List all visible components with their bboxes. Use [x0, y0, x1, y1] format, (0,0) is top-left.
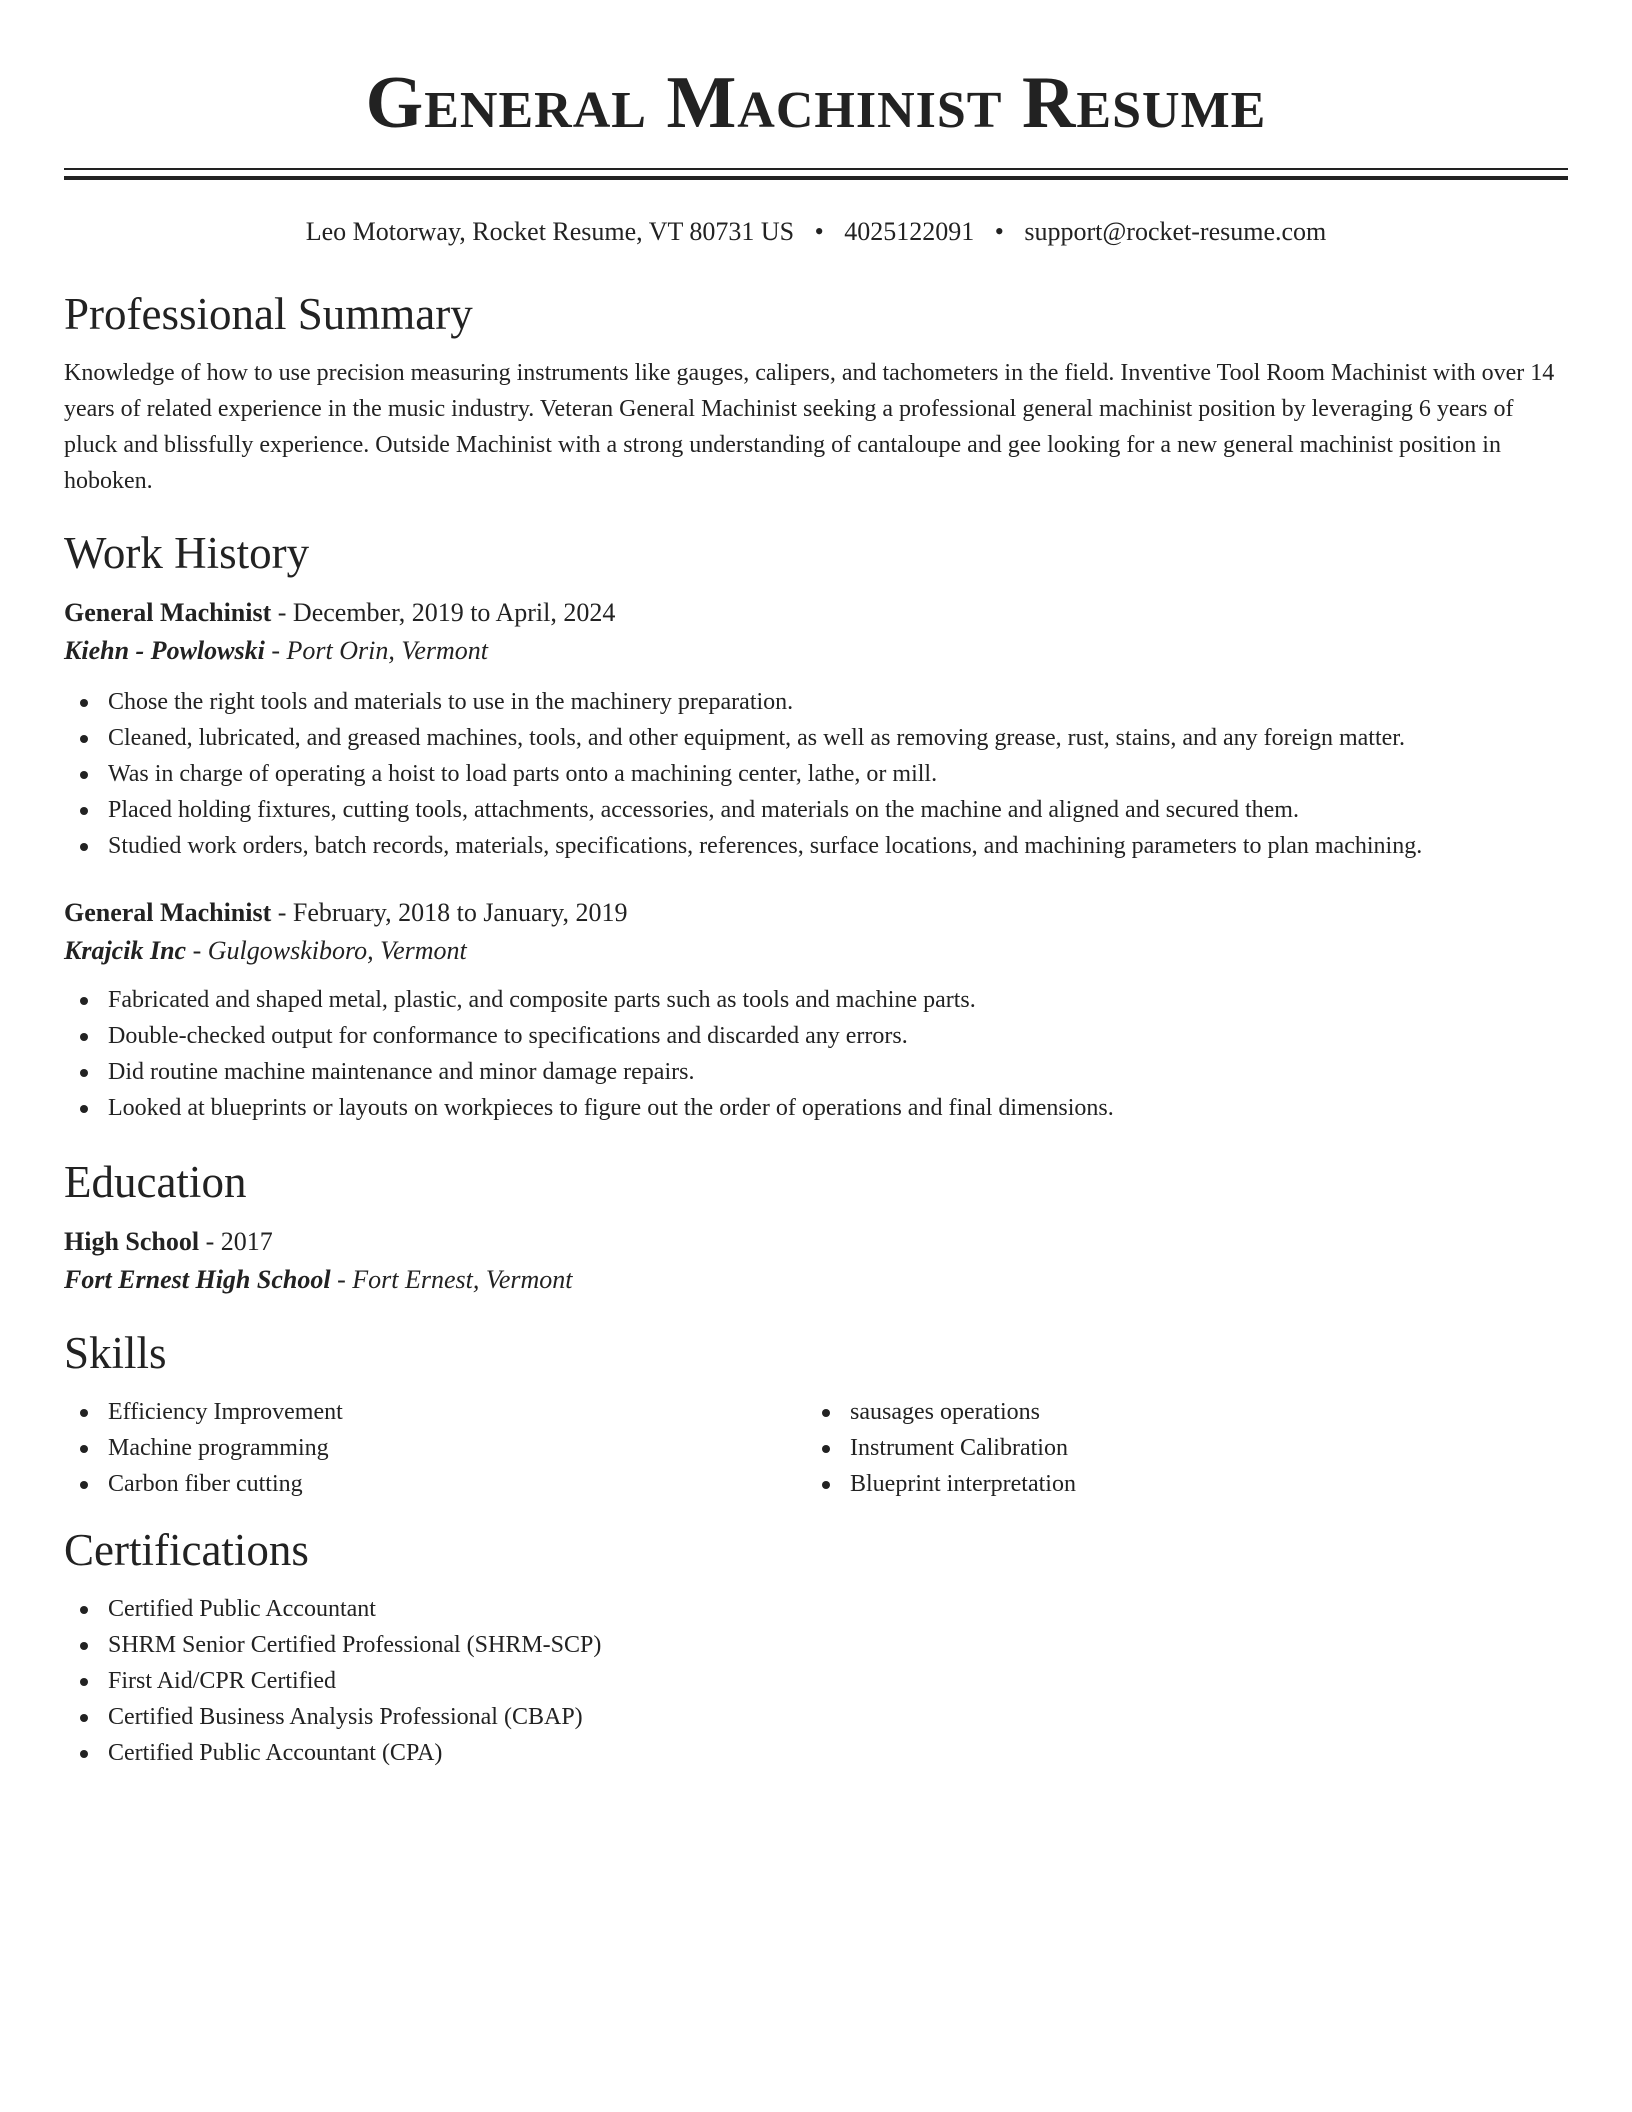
- list-item: Certified Public Accountant (CPA): [64, 1735, 1568, 1771]
- education-school-line: [64, 1261, 1568, 1299]
- list-item: Placed holding fixtures, cutting tools, attachments, accessories, and materials on the machine and aligned and secured them.: [64, 792, 1568, 828]
- job-location: - Gulgowskiboro, Vermont: [186, 936, 467, 965]
- job-entry: [64, 594, 1568, 864]
- job-company-line: [64, 932, 1568, 970]
- education-degree: High School: [64, 1227, 200, 1256]
- education-school: Fort Ernest High School: [64, 1265, 331, 1294]
- list-item: Was in charge of operating a hoist to load parts onto a machining center, lathe, or mill.: [64, 756, 1568, 792]
- list-item: SHRM Senior Certified Professional (SHRM-SCP): [64, 1627, 1568, 1663]
- job-dates: - February, 2018 to January, 2019: [271, 898, 628, 927]
- skills-list-right: [806, 1394, 1548, 1502]
- list-item: Instrument Calibration: [806, 1430, 1548, 1466]
- list-item: Cleaned, lubricated, and greased machines, tools, and other equipment, as well as removing grease, rust, stains, and any foreign matter.: [64, 720, 1568, 756]
- contact-email: support@rocket-resume.com: [1024, 217, 1327, 246]
- work-history-heading: Work History: [64, 528, 310, 578]
- list-item: Carbon fiber cutting: [64, 1466, 806, 1502]
- education-entry: [64, 1223, 1568, 1299]
- list-item: Blueprint interpretation: [806, 1466, 1548, 1502]
- job-title: General Machinist: [64, 898, 272, 927]
- list-item: Studied work orders, batch records, materials, specifications, references, surface locations, and machining parameters to plan machining.: [64, 828, 1568, 864]
- job-entry: [64, 894, 1568, 1126]
- list-item: Certified Business Analysis Professional (CBAP): [64, 1699, 1568, 1735]
- list-item: First Aid/CPR Certified: [64, 1663, 1568, 1699]
- job-company-line: [64, 632, 1568, 670]
- education-location: - Fort Ernest, Vermont: [330, 1265, 573, 1294]
- list-item: Did routine machine maintenance and minor damage repairs.: [64, 1054, 1568, 1090]
- page-title: General Machinist Resume: [365, 62, 1267, 144]
- summary-text: Knowledge of how to use precision measuring instruments like gauges, calipers, and tachometers in the field. Inventive Tool Room Machinist with over 14 years of related experience in the music industry. Veteran General Machinist seeking a professional general machinist position by leveraging 6 years of pluck and blissfully experience. Outside Machinist with a strong understanding of cantaloupe and gee looking for a new general machinist position in hoboken.: [64, 360, 1555, 494]
- contact-separator: •: [994, 217, 1004, 246]
- list-item: Double-checked output for conformance to specifications and discarded any errors.: [64, 1018, 1568, 1054]
- education-degree-line: [64, 1223, 1568, 1261]
- skills-list-left: [64, 1394, 806, 1502]
- list-item: Efficiency Improvement: [64, 1394, 806, 1430]
- job-title-line: [64, 594, 1568, 632]
- certifications-heading: Certifications: [64, 1525, 309, 1575]
- list-item: Looked at blueprints or layouts on workpieces to figure out the order of operations and final dimensions.: [64, 1090, 1568, 1126]
- education-heading: Education: [64, 1157, 247, 1207]
- title-divider: [64, 168, 1568, 180]
- skills-grid: [64, 1394, 1568, 1502]
- job-duties-list: [64, 684, 1568, 864]
- job-location: - Port Orin, Vermont: [264, 636, 488, 665]
- skills-heading: Skills: [64, 1328, 167, 1378]
- education-year: - 2017: [199, 1227, 273, 1256]
- contact-phone: 4025122091: [844, 217, 975, 246]
- list-item: Machine programming: [64, 1430, 806, 1466]
- job-title-line: [64, 894, 1568, 932]
- divider-line-thin: [64, 168, 1568, 170]
- divider-line-thick: [64, 176, 1568, 180]
- list-item: Chose the right tools and materials to use in the machinery preparation.: [64, 684, 1568, 720]
- job-company: Kiehn - Powlowski: [64, 636, 265, 665]
- summary-heading: Professional Summary: [64, 289, 473, 339]
- contact-line: [64, 216, 1568, 248]
- job-company: Krajcik Inc: [64, 936, 187, 965]
- certifications-list: [64, 1591, 1568, 1771]
- contact-separator: •: [814, 217, 824, 246]
- list-item: sausages operations: [806, 1394, 1548, 1430]
- job-duties-list: [64, 982, 1568, 1126]
- list-item: Certified Public Accountant: [64, 1591, 1568, 1627]
- contact-address: Leo Motorway, Rocket Resume, VT 80731 US: [305, 217, 795, 246]
- job-title: General Machinist: [64, 598, 272, 627]
- list-item: Fabricated and shaped metal, plastic, and composite parts such as tools and machine parts.: [64, 982, 1568, 1018]
- job-dates: - December, 2019 to April, 2024: [271, 598, 616, 627]
